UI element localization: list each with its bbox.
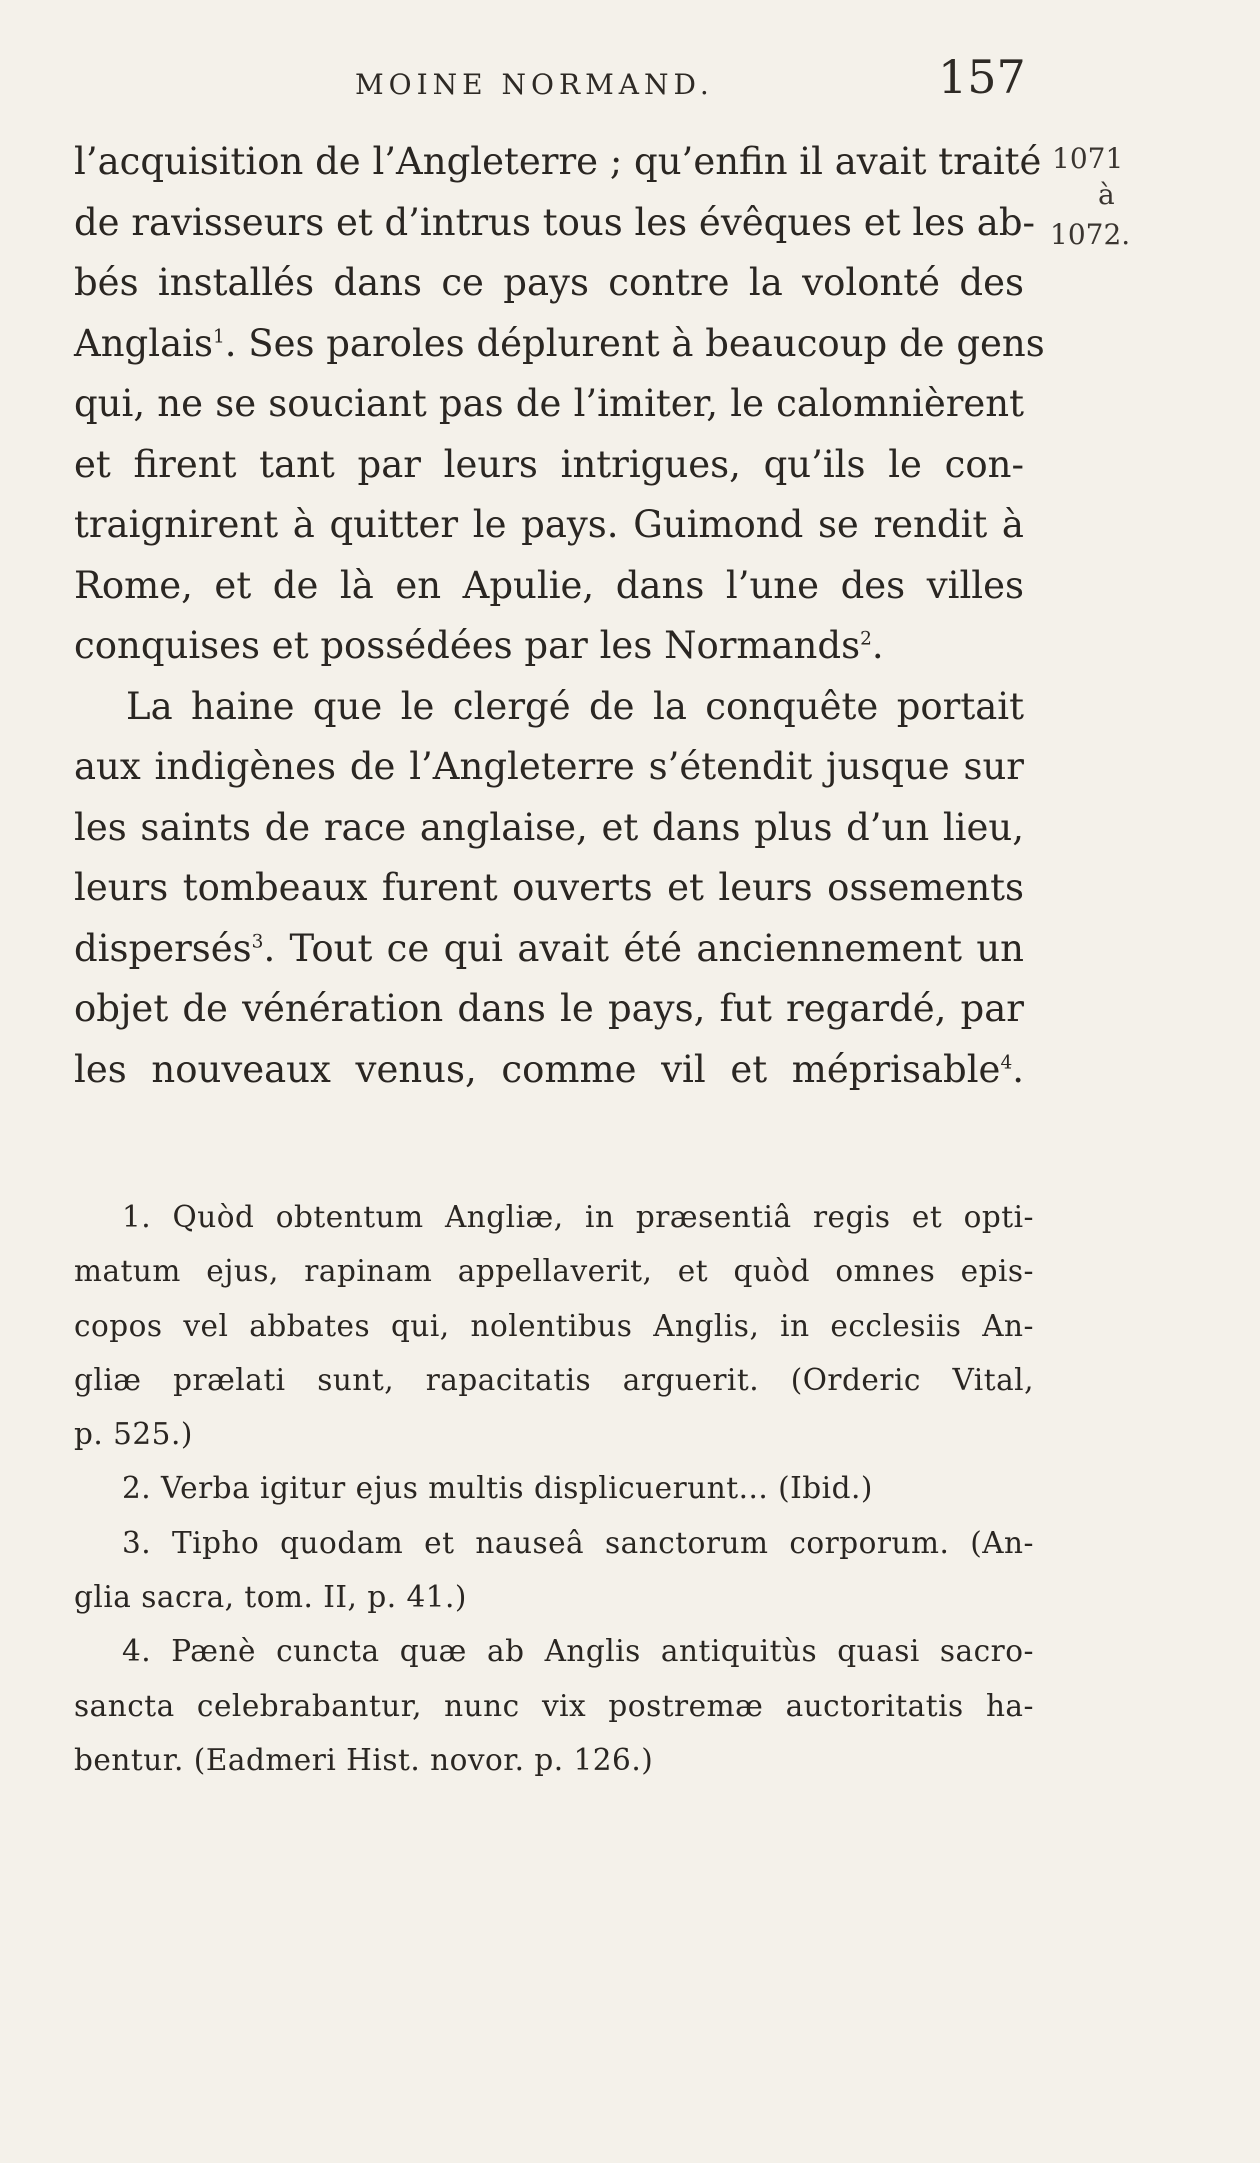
body-line-text: objet de vénération dans le pays, fut regardé, par xyxy=(74,987,1024,1030)
body-line xyxy=(74,858,1024,919)
body-line xyxy=(74,979,1024,1040)
footnote-line-text: 3. Tipho quodam et nauseâ sanctorum corporum. (An- xyxy=(122,1525,1034,1560)
body-line-text: conquises et possédées par les Normands xyxy=(74,624,861,667)
main-text xyxy=(74,132,1045,1100)
footnote-line-text: p. 525.) xyxy=(74,1417,193,1452)
body-line xyxy=(74,1040,1024,1101)
body-line-text: de ravisseurs et d’intrus tous les évêques et les ab- xyxy=(74,200,1036,244)
body-line xyxy=(74,616,1024,677)
footnote-line xyxy=(74,1299,1034,1353)
footnote-line-text: 1. Quòd obtentum Angliæ, in præsentiâ regis et opti- xyxy=(122,1200,1034,1234)
footnote-ref: 1 xyxy=(212,326,225,348)
body-line-text: Rome, et de là en Apulie, dans l’une des villes xyxy=(74,563,1024,607)
footnote-line-text: copos vel abbates qui, nolentibus Anglis, in ecclesiis An- xyxy=(74,1308,1034,1343)
footnote-line-text: bentur. (Eadmeri Hist. novor. p. 126.) xyxy=(74,1742,654,1777)
footnote-ref: 3 xyxy=(251,931,264,953)
footnote-line xyxy=(74,1407,1034,1461)
footnotes xyxy=(74,1190,1034,1787)
body-line-text: l’acquisition de l’Angleterre ; qu’enfin il avait traité xyxy=(74,140,1042,183)
footnote-line xyxy=(74,1461,1034,1515)
body-line xyxy=(74,677,1024,738)
body-line xyxy=(74,495,1024,556)
body-line xyxy=(74,193,1036,254)
footnote-line xyxy=(74,1733,1034,1787)
footnote-line-text: gliæ prælati sunt, rapacitatis arguerit. (Orderic Vital, xyxy=(74,1362,1034,1397)
body-line-text: les nouveaux venus, comme vil et méprisable xyxy=(74,1047,1001,1091)
footnote-line xyxy=(74,1244,1034,1298)
footnote-line-text: sancta celebrabantur, nunc vix postremæ auctoritatis ha- xyxy=(74,1688,1034,1723)
body-line xyxy=(74,798,1024,859)
footnote-ref: 4 xyxy=(1000,1052,1013,1074)
footnote-line xyxy=(74,1190,1034,1244)
body-line-text: aux indigènes de l’Angleterre s’étendit jusque sur xyxy=(74,745,1024,788)
footnote-line-text: matum ejus, rapinam appellaverit, et quòd omnes epis- xyxy=(74,1254,1034,1289)
body-line xyxy=(74,435,1024,496)
body-line xyxy=(74,314,1045,375)
footnote-line xyxy=(74,1516,1034,1570)
footnote-line xyxy=(74,1679,1034,1733)
footnote-line-text: 2. Verba igitur ejus multis displicuerunt... (Ibid.) xyxy=(122,1471,873,1506)
body-line-tail: . xyxy=(871,624,884,667)
margin-a: à xyxy=(1098,178,1115,211)
body-line xyxy=(74,132,1042,193)
body-line xyxy=(74,737,1024,798)
running-head: MOINE NORMAND. xyxy=(355,68,714,101)
margin-year-start: 1071 xyxy=(1052,142,1124,175)
body-line-text: et firent tant par leurs intrigues, qu’ils le con- xyxy=(74,442,1024,486)
footnote-line-text: 4. Pænè cuncta quæ ab Anglis antiquitùs quasi sacro- xyxy=(122,1634,1034,1669)
footnote-ref: 2 xyxy=(860,628,872,650)
body-line-text: qui, ne se souciant pas de l’imiter, le calomnièrent xyxy=(74,382,1024,425)
body-line-text: leurs tombeaux furent ouverts et leurs ossements xyxy=(74,866,1024,909)
body-line xyxy=(74,374,1024,435)
margin-year-end: 1072. xyxy=(1050,218,1131,251)
body-line-text: les saints de race anglaise, et dans plus d’un lieu, xyxy=(74,805,1024,849)
footnote-line-text: glia sacra, tom. II, p. 41.) xyxy=(74,1580,467,1615)
body-line-text: Anglais xyxy=(74,321,213,365)
body-line-tail: . Ses paroles déplurent à beaucoup de gens xyxy=(224,321,1045,365)
body-line-tail: . xyxy=(1012,1047,1024,1091)
body-line-tail: . Tout ce qui avait été anciennement un xyxy=(263,926,1024,970)
body-line-text: La haine que le clergé de la conquête portait xyxy=(126,684,1024,728)
footnote-line xyxy=(74,1570,1034,1624)
page-number: 157 xyxy=(938,50,1026,104)
body-line xyxy=(74,556,1024,617)
body-line xyxy=(74,253,1024,314)
footnote-line xyxy=(74,1624,1034,1678)
body-line xyxy=(74,919,1024,980)
footnote-line xyxy=(74,1353,1034,1407)
body-line-text: bés installés dans ce pays contre la volonté des xyxy=(74,261,1024,304)
body-line-text: dispersés xyxy=(74,926,252,970)
body-line-text: traignirent à quitter le pays. Guimond se rendit à xyxy=(74,503,1024,546)
